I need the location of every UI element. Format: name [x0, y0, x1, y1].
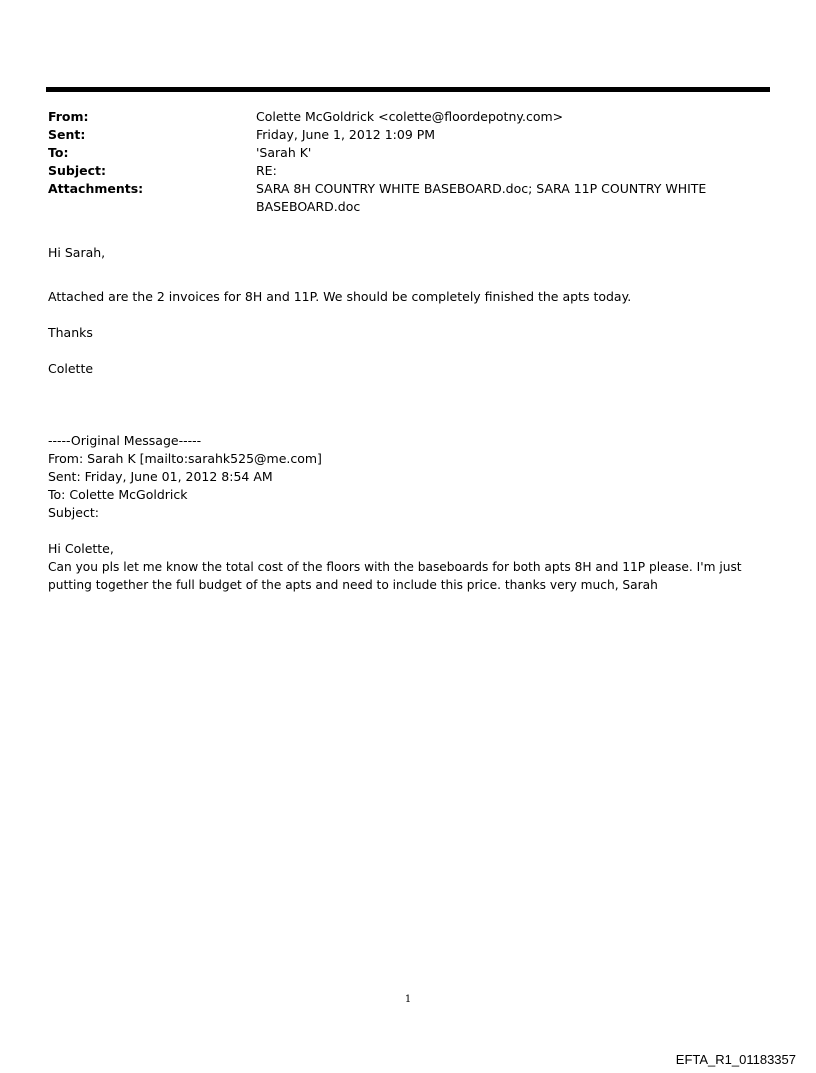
from-label: From: [48, 109, 89, 124]
reply-signature: Colette [48, 361, 94, 376]
attachments-label: Attachments: [48, 181, 144, 196]
original-separator: -----Original Message----- [48, 433, 202, 448]
original-subject: Subject: [48, 505, 99, 520]
to-value: 'Sarah K' [256, 145, 312, 160]
subject-value: RE: [256, 163, 277, 178]
header-divider [46, 87, 770, 92]
sent-label: Sent: [48, 127, 86, 142]
attachments-value-line2: BASEBOARD.doc [256, 199, 361, 214]
attachments-value-line1: SARA 8H COUNTRY WHITE BASEBOARD.doc; SARA 11P COUNTRY WHITE [256, 181, 707, 196]
subject-label: Subject: [48, 163, 106, 178]
original-greeting: Hi Colette, [48, 541, 114, 556]
to-label: To: [48, 145, 69, 160]
original-sent: Sent: Friday, June 01, 2012 8:54 AM [48, 469, 273, 484]
reply-body: Attached are the 2 invoices for 8H and 11P. We should be completely finished the apts today. [48, 289, 632, 304]
reply-greeting: Hi Sarah, [48, 245, 106, 260]
document-id: EFTA_R1_01183357 [675, 1052, 796, 1067]
reply-thanks: Thanks [48, 325, 93, 340]
original-body-line1: Can you pls let me know the total cost of the floors with the baseboards for both apts 8H and 11P please. I'm just [48, 560, 742, 574]
from-value: Colette McGoldrick <colette@floordepotny.com> [256, 109, 564, 124]
original-to: To: Colette McGoldrick [48, 487, 188, 502]
original-from: From: Sarah K [mailto:sarahk525@me.com] [48, 451, 322, 466]
page-number: 1 [404, 994, 412, 1005]
sent-value: Friday, June 1, 2012 1:09 PM [256, 127, 436, 142]
original-body-line2: putting together the full budget of the apts and need to include this price. thanks very much, Sarah [48, 578, 658, 592]
